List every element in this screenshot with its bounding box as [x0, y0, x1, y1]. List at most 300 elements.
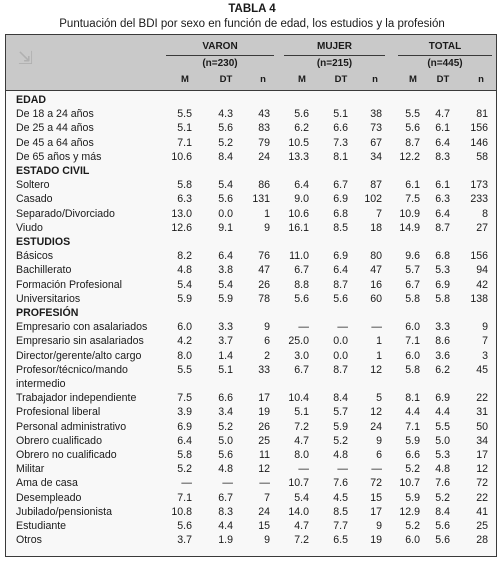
section-row: [6, 306, 496, 320]
cell-value: 22: [476, 392, 488, 405]
logo-icon: ⇲: [18, 48, 34, 68]
cell-value: 7.3: [333, 136, 348, 149]
group-sample-size: (n=230): [202, 58, 238, 69]
cell-value: 8.7: [333, 278, 348, 291]
table-row: [6, 320, 496, 334]
cell-value: 4.3: [218, 108, 233, 121]
cell-value: 9.1: [218, 221, 233, 234]
cell-value: 9.6: [405, 250, 420, 263]
cell-value: 8.2: [177, 250, 192, 263]
cell-value: 72: [370, 477, 382, 490]
cell-value: 11.0: [289, 250, 309, 263]
cell-value: 6.7: [294, 264, 309, 277]
group-header: TOTAL: [428, 41, 462, 52]
cell-value: 4.4: [435, 406, 450, 419]
group-rule: [398, 55, 492, 56]
table-row: [6, 363, 496, 377]
cell-value: 78: [258, 292, 270, 305]
cell-value: 25.0: [288, 335, 309, 348]
cell-value: 6.4: [177, 434, 192, 447]
cell-value: 5.6: [218, 122, 233, 135]
row-label: Empresario sin asalariados: [16, 335, 144, 348]
cell-value: 5.2: [218, 420, 233, 433]
cell-value: 6.7: [333, 179, 348, 192]
cell-value: 13.0: [171, 207, 192, 220]
cell-value: 5.1: [218, 363, 233, 376]
cell-value: 5.5: [435, 420, 450, 433]
cell-value: 26: [258, 420, 270, 433]
cell-value: 5.8: [177, 179, 192, 192]
row-label: Director/gerente/alto cargo: [16, 349, 142, 362]
table-row: [6, 249, 496, 263]
row-label: Separado/Divorciado: [16, 207, 115, 220]
cell-value: 73: [370, 122, 382, 135]
cell-value: 8.4: [333, 392, 348, 405]
section-title: ESTADO CIVIL: [16, 165, 90, 177]
cell-value: 3.7: [218, 335, 233, 348]
table-row: [6, 121, 496, 135]
cell-value: 2: [264, 349, 270, 362]
row-label: Personal administrativo: [16, 420, 127, 433]
cell-value: 4.7: [294, 520, 309, 532]
cell-value: 8.7: [333, 363, 348, 376]
section-row: [6, 164, 496, 178]
cell-value: 42: [476, 278, 488, 291]
row-label: Casado: [16, 193, 53, 206]
cell-value: 6.4: [435, 136, 450, 149]
cell-value: 80: [370, 250, 382, 263]
cell-value: 31: [476, 406, 488, 419]
cell-value: 8.4: [218, 150, 233, 163]
cell-value: 6.1: [405, 179, 420, 192]
cell-value: 9: [482, 321, 488, 334]
cell-value: 12.6: [171, 221, 192, 234]
cell-value: 6.9: [435, 278, 450, 291]
cell-value: 7.1: [405, 335, 420, 348]
cell-value: 8.3: [218, 505, 233, 518]
cell-value: 131: [252, 193, 270, 206]
cell-value: 17: [258, 392, 270, 405]
cell-value: 6.3: [177, 193, 192, 206]
row-label: Ama de casa: [16, 477, 78, 490]
cell-value: 6.0: [405, 534, 420, 547]
row-label: intermedio: [16, 378, 66, 390]
cell-value: 5.8: [177, 449, 192, 461]
group-rule: [284, 55, 385, 56]
row-label: De 65 años y más: [16, 150, 102, 163]
cell-value: 19: [258, 406, 270, 419]
row-label: Desempleado: [16, 491, 82, 504]
cell-value: 60: [370, 292, 382, 305]
cell-value: 5.8: [405, 363, 420, 376]
cell-value: 9: [376, 434, 382, 447]
cell-value: 24: [258, 150, 270, 163]
cell-value: 6.4: [218, 250, 233, 263]
cell-value: —: [298, 321, 309, 334]
row-label: Viudo: [16, 221, 43, 234]
cell-value: 5.9: [177, 292, 192, 305]
cell-value: 3.7: [177, 534, 192, 547]
cell-value: 1.4: [218, 349, 233, 362]
cell-value: 7.2: [294, 534, 309, 547]
cell-value: 26: [258, 278, 270, 291]
cell-value: 22: [476, 491, 488, 504]
cell-value: 5.1: [333, 108, 348, 121]
cell-value: 5.3: [435, 264, 450, 277]
cell-value: 10.7: [288, 477, 309, 490]
cell-value: 9: [264, 534, 270, 547]
cell-value: 8.5: [333, 221, 348, 234]
cell-value: 146: [470, 136, 488, 149]
cell-value: 4.8: [177, 264, 192, 277]
column-header: n: [260, 74, 266, 85]
cell-value: 5.5: [405, 108, 420, 121]
cell-value: 4.7: [294, 434, 309, 447]
cell-value: 5.8: [435, 292, 450, 305]
cell-value: 4.8: [435, 463, 450, 476]
row-label: Soltero: [16, 179, 50, 192]
cell-value: 5.5: [177, 363, 192, 376]
cell-value: 16: [370, 278, 382, 291]
cell-value: 7: [264, 491, 270, 504]
cell-value: 34: [476, 434, 488, 447]
cell-value: 25: [476, 520, 488, 532]
cell-value: 9: [264, 221, 270, 234]
column-header: DT: [219, 74, 233, 85]
column-header: n: [478, 74, 484, 85]
cell-value: 5.2: [333, 434, 348, 447]
cell-value: 6.2: [435, 363, 450, 376]
cell-value: —: [222, 477, 233, 490]
cell-value: 6.6: [218, 392, 233, 405]
cell-value: 50: [476, 420, 488, 433]
row-label: Empresario con asalariados: [16, 321, 148, 334]
cell-value: 7.1: [405, 420, 420, 433]
cell-value: 5.4: [294, 491, 309, 504]
cell-value: 8.0: [294, 449, 309, 461]
group-sample-size: (n=215): [316, 58, 353, 69]
cell-value: 233: [470, 193, 488, 206]
cell-value: 4.8: [333, 449, 348, 461]
row-label: De 45 a 64 años: [16, 136, 94, 149]
table-row: [6, 519, 496, 533]
cell-value: 72: [476, 477, 488, 490]
cell-value: 14.9: [399, 221, 420, 234]
column-header: M: [181, 74, 189, 85]
table-row: [6, 434, 496, 448]
cell-value: —: [259, 477, 270, 490]
cell-value: 7.5: [177, 392, 192, 405]
row-label: Militar: [16, 463, 45, 476]
row-label: Jubilado/pensionista: [16, 505, 113, 518]
cell-value: 5.6: [435, 534, 450, 547]
cell-value: 9.0: [294, 193, 309, 206]
cell-value: 5.4: [177, 278, 192, 291]
cell-value: 3.6: [435, 349, 450, 362]
cell-value: 3.9: [177, 406, 192, 419]
cell-value: 28: [476, 534, 488, 547]
cell-value: 5.4: [218, 278, 233, 291]
cell-value: 5.6: [218, 193, 233, 206]
data-table: [5, 34, 497, 557]
row-label: Profesional liberal: [16, 406, 101, 419]
cell-value: 41: [476, 505, 488, 518]
table-row: [6, 178, 496, 192]
cell-value: 33: [258, 363, 270, 376]
table-row: [6, 420, 496, 434]
group-sample-size: (n=445): [427, 58, 463, 69]
cell-value: 47: [370, 264, 382, 277]
table-row: [6, 476, 496, 490]
cell-value: 16.1: [288, 221, 309, 234]
cell-value: 87: [370, 179, 382, 192]
table-row: [6, 207, 496, 221]
cell-value: 4.5: [333, 491, 348, 504]
cell-value: 15: [370, 491, 382, 504]
cell-value: 6.8: [435, 250, 450, 263]
cell-value: 8.4: [435, 505, 450, 518]
table-row: [6, 292, 496, 306]
cell-value: 6.7: [405, 278, 420, 291]
cell-value: 34: [370, 150, 382, 163]
cell-value: 1: [376, 349, 382, 362]
table-row: [6, 405, 496, 419]
cell-value: 5.6: [435, 520, 450, 532]
cell-value: 79: [258, 136, 270, 149]
cell-value: 12: [258, 463, 270, 476]
cell-value: 7.5: [405, 193, 420, 206]
cell-value: 15: [258, 520, 270, 532]
row-label: De 18 a 24 años: [16, 108, 94, 121]
cell-value: 8.5: [333, 505, 348, 518]
row-label: Estudiante: [16, 520, 67, 532]
cell-value: 24: [258, 505, 270, 518]
cell-value: 17: [476, 449, 488, 461]
cell-value: 8.1: [333, 150, 348, 163]
cell-value: 5.7: [333, 406, 348, 419]
cell-value: 5.1: [177, 122, 192, 135]
cell-value: 83: [258, 122, 270, 135]
cell-value: —: [371, 321, 382, 334]
cell-value: 5.9: [333, 420, 348, 433]
cell-value: 0.0: [333, 349, 348, 362]
cell-value: 12: [476, 463, 488, 476]
cell-value: 5.6: [218, 449, 233, 461]
cell-value: 13.3: [288, 150, 309, 163]
cell-value: 38: [370, 108, 382, 121]
cell-value: 102: [364, 193, 382, 206]
table-row: [6, 136, 496, 150]
cell-value: 6.5: [333, 534, 348, 547]
cell-value: 8: [482, 207, 488, 220]
table-title: Puntuación del BDI por sexo en función de edad, los estudios y la profesión: [59, 18, 445, 30]
row-label: Universitarios: [16, 292, 81, 305]
cell-value: 12.9: [399, 505, 420, 518]
cell-value: 8.8: [294, 278, 309, 291]
cell-value: 0.0: [218, 207, 233, 220]
cell-value: —: [371, 463, 382, 476]
cell-value: 12.2: [399, 150, 420, 163]
cell-value: 1.9: [218, 534, 233, 547]
cell-value: 10.8: [171, 505, 192, 518]
row-label: Bachillerato: [16, 264, 72, 277]
cell-value: 5.9: [218, 292, 233, 305]
cell-value: 9: [264, 321, 270, 334]
cell-value: 12: [370, 363, 382, 376]
cell-value: —: [298, 463, 309, 476]
cell-value: 0.0: [333, 335, 348, 348]
cell-value: 6.2: [294, 122, 309, 135]
cell-value: 6.3: [435, 193, 450, 206]
row-label: Obrero no cualificado: [16, 449, 117, 461]
cell-value: 7.2: [294, 420, 309, 433]
cell-value: 4.8: [218, 463, 233, 476]
cell-value: —: [337, 321, 348, 334]
row-label: Formación Profesional: [16, 278, 122, 291]
cell-value: 8.1: [405, 392, 420, 405]
column-header: n: [372, 74, 378, 85]
table-caption: [0, 0, 504, 31]
section-title: PROFESIÓN: [16, 307, 79, 319]
cell-value: 58: [476, 150, 488, 163]
cell-value: 5.1: [294, 406, 309, 419]
cell-value: 10.6: [171, 150, 192, 163]
cell-value: 138: [470, 292, 488, 305]
cell-value: 3.4: [218, 406, 233, 419]
cell-value: 67: [370, 136, 382, 149]
table-number: TABLA 4: [228, 3, 276, 15]
cell-value: 6.1: [435, 122, 450, 135]
row-label: Obrero cualificado: [16, 434, 102, 447]
cell-value: 6: [376, 449, 382, 461]
table-row-continuation: [6, 377, 496, 391]
cell-value: 5: [376, 392, 382, 405]
cell-value: 14.0: [288, 505, 309, 518]
cell-value: 6.9: [333, 193, 348, 206]
cell-value: 5.0: [435, 434, 450, 447]
cell-value: 5.3: [435, 449, 450, 461]
cell-value: 6.9: [435, 392, 450, 405]
table-row: [6, 391, 496, 405]
cell-value: 156: [470, 250, 488, 263]
table-row: [6, 505, 496, 519]
column-header: DT: [436, 74, 450, 85]
cell-value: 7.6: [333, 477, 348, 490]
cell-value: 6.0: [405, 349, 420, 362]
section-row: [6, 235, 496, 249]
table-row: [6, 334, 496, 348]
cell-value: 6.4: [333, 264, 348, 277]
cell-value: 6.0: [177, 321, 192, 334]
cell-value: 18: [370, 221, 382, 234]
cell-value: 81: [476, 108, 488, 121]
section-row: [6, 93, 496, 107]
cell-value: 6.6: [405, 449, 420, 461]
cell-value: 6.7: [294, 363, 309, 376]
cell-value: 10.6: [288, 207, 309, 220]
table-row: [6, 278, 496, 292]
cell-value: 10.9: [399, 207, 420, 220]
column-header: M: [409, 74, 417, 85]
cell-value: 7.6: [435, 477, 450, 490]
cell-value: 6.1: [435, 179, 450, 192]
cell-value: 43: [258, 108, 270, 121]
cell-value: 3.8: [218, 264, 233, 277]
cell-value: 45: [476, 363, 488, 376]
cell-value: 5.5: [177, 108, 192, 121]
cell-value: 7.1: [177, 136, 192, 149]
cell-value: 11: [259, 449, 270, 461]
cell-value: 5.4: [218, 179, 233, 192]
cell-value: 6.6: [333, 122, 348, 135]
cell-value: 4.2: [177, 335, 192, 348]
cell-value: 6.4: [294, 179, 309, 192]
cell-value: 5.9: [405, 491, 420, 504]
cell-value: 7: [482, 335, 488, 348]
cell-value: 6.0: [405, 321, 420, 334]
cell-value: 6: [264, 335, 270, 348]
row-label: Básicos: [16, 250, 54, 263]
table-row: [6, 349, 496, 363]
cell-value: 3.0: [294, 349, 309, 362]
cell-value: —: [337, 463, 348, 476]
cell-value: 8.7: [405, 136, 420, 149]
row-label: Trabajador independiente: [16, 392, 137, 405]
cell-value: 7: [376, 207, 382, 220]
section-title: EDAD: [16, 94, 47, 106]
cell-value: 4.4: [405, 406, 420, 419]
row-label: Otros: [16, 534, 42, 547]
cell-value: 86: [258, 179, 270, 192]
cell-value: 3.3: [218, 321, 233, 334]
cell-value: 10.4: [288, 392, 309, 405]
cell-value: 3: [482, 349, 488, 362]
cell-value: 5.6: [177, 520, 192, 532]
table-row: [6, 462, 496, 476]
cell-value: 9: [376, 520, 382, 532]
section-title: ESTUDIOS: [16, 236, 71, 248]
table-header: [6, 35, 496, 91]
cell-value: 5.2: [435, 491, 450, 504]
cell-value: 5.6: [333, 292, 348, 305]
cell-value: 1: [376, 335, 382, 348]
cell-value: 1: [264, 207, 270, 220]
cell-value: 6.4: [435, 207, 450, 220]
cell-value: 5.7: [405, 264, 420, 277]
cell-value: 3.3: [435, 321, 450, 334]
cell-value: 25: [258, 434, 270, 447]
cell-value: 27: [476, 221, 488, 234]
group-rule: [166, 55, 274, 56]
cell-value: 8.7: [435, 221, 450, 234]
cell-value: 76: [258, 250, 270, 263]
table-row: [6, 533, 496, 547]
table-row: [6, 107, 496, 121]
cell-value: 19: [370, 534, 382, 547]
cell-value: 5.8: [405, 292, 420, 305]
cell-value: 5.6: [405, 122, 420, 135]
cell-value: 94: [476, 264, 488, 277]
cell-value: —: [181, 477, 192, 490]
row-label: Profesor/técnico/mando: [16, 363, 128, 376]
cell-value: 7.7: [333, 520, 348, 532]
cell-value: 24: [370, 420, 382, 433]
table-row: [6, 221, 496, 235]
cell-value: 8.0: [177, 349, 192, 362]
cell-value: 173: [470, 179, 488, 192]
cell-value: 10.7: [399, 477, 420, 490]
cell-value: 5.2: [405, 520, 420, 532]
